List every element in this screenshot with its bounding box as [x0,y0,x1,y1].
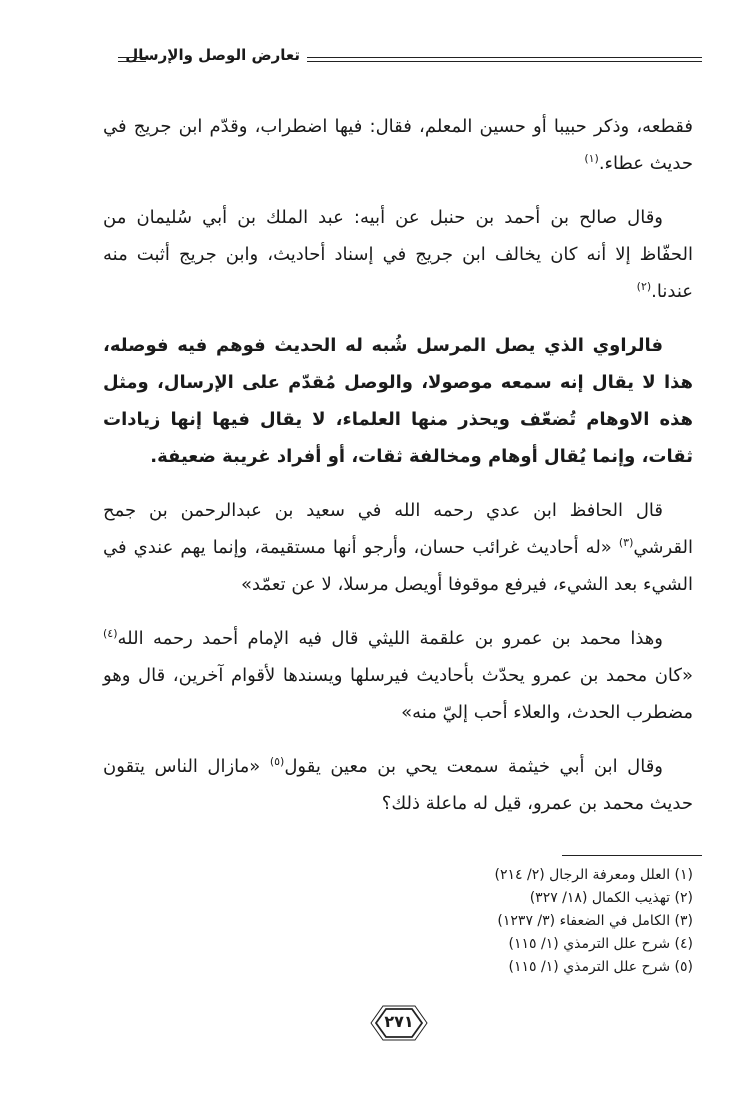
page-number-badge [370,1005,428,1041]
paragraph: فالراوي الذي يصل المرسل شُبه له الحديث فوهم فيه فوصله، هذا لا يقال إنه سمعه موصولا، والوصل مُقدّم على الإرسال، ومثل هذه الاوهام تُضعّف ويحذر منها العلماء، لا يقال فيها إنها زيادات ثقات، وإنما يُقال أوهام ومخالفة ثقات، أو أفراد غريبة ضعيفة. [103,335,693,467]
body-text [103,108,693,839]
header-rule-short [118,57,146,62]
quotation: «كان محمد بن عمرو يحدّث بأحاديث فيرسلها ويسندها لأقوام آخرين، قال وهو مضطرب الحدث، والعلاء أحب إليّ منه» [103,665,693,723]
paragraph: وهذا محمد بن عمرو بن علقمة الليثي قال فيه الإمام أحمد رحمه الله$^{(٤)}$ «كان محمد بن عمرو يحدّث بأحاديث فيرسلها ويسندها لأقوام آخرين، قال وهو مضطرب الحدث، والعلاء أحب إليّ منه» [103,627,693,723]
footnote: (١) العلل ومعرفة الرجال (٢/ ٢١٤) [494,867,693,883]
quotation: «له أحاديث غرائب حسان، وأرجو أنها مستقيمة، وإنما يهم عندي في الشيء بعد الشيء، فيرفع موقوفا أويصل مرسلا، لا عن تعمّد» [103,537,693,595]
header-title: تعارض الوصل والإرسال [125,46,300,64]
footnote-ref: (٣) [618,536,634,549]
paragraph: وقال صالح بن أحمد بن حنبل عن أبيه: عبد الملك بن أبي سُليمان من الحفّاظ إلا أنه كان يخالف ابن جريج في إسناد أحاديث، وابن جريج أثبت منه عندنا.$^{(٢)}$ [103,207,693,302]
footnote-ref: (٥) [269,755,285,768]
footnote: (٢) تهذيب الكمال (١٨/ ٣٢٧) [529,890,693,906]
footnote-ref: (٢) [636,280,652,293]
footnote: (٤) شرح علل الترمذي (١/ ١١٥) [508,936,693,952]
footnote: (٥) شرح علل الترمذي (١/ ١١٥) [508,959,693,975]
running-header [118,46,702,70]
paragraph: قال الحافظ ابن عدي رحمه الله في سعيد بن عبدالرحمن بن جمح القرشي$^{(٣)}$ «له أحاديث غرائب حسان، وأرجو أنها مستقيمة، وإنما يهم عندي في الشيء بعد الشيء، فيرفع موقوفا أويصل مرسلا، لا عن تعمّد» [103,500,693,595]
header-rule-long [307,57,702,62]
footnotes [393,864,693,979]
quotation: «مازال الناس يتقون حديث محمد بن عمرو، قيل له ماعلة ذلك؟ [103,756,693,814]
page-number: ٢٧١ [384,1012,414,1031]
paragraph: وقال ابن أبي خيثمة سمعت يحي بن معين يقول$^{(٥)}$ «مازال الناس يتقون حديث محمد بن عمرو، قيل له ماعلة ذلك؟ [103,755,693,814]
footnote-separator [562,855,702,856]
paragraph: فقطعه، وذكر حبيبا أو حسين المعلم، فقال: فيها اضطراب، وقدّم ابن جريج في حديث عطاء.$^{(١)}$ [103,116,693,174]
footnote: (٣) الكامل في الضعفاء (٣/ ١٢٣٧) [497,913,693,929]
footnote-ref: (٤) [103,627,118,640]
footnote-ref: (١) [584,152,599,165]
